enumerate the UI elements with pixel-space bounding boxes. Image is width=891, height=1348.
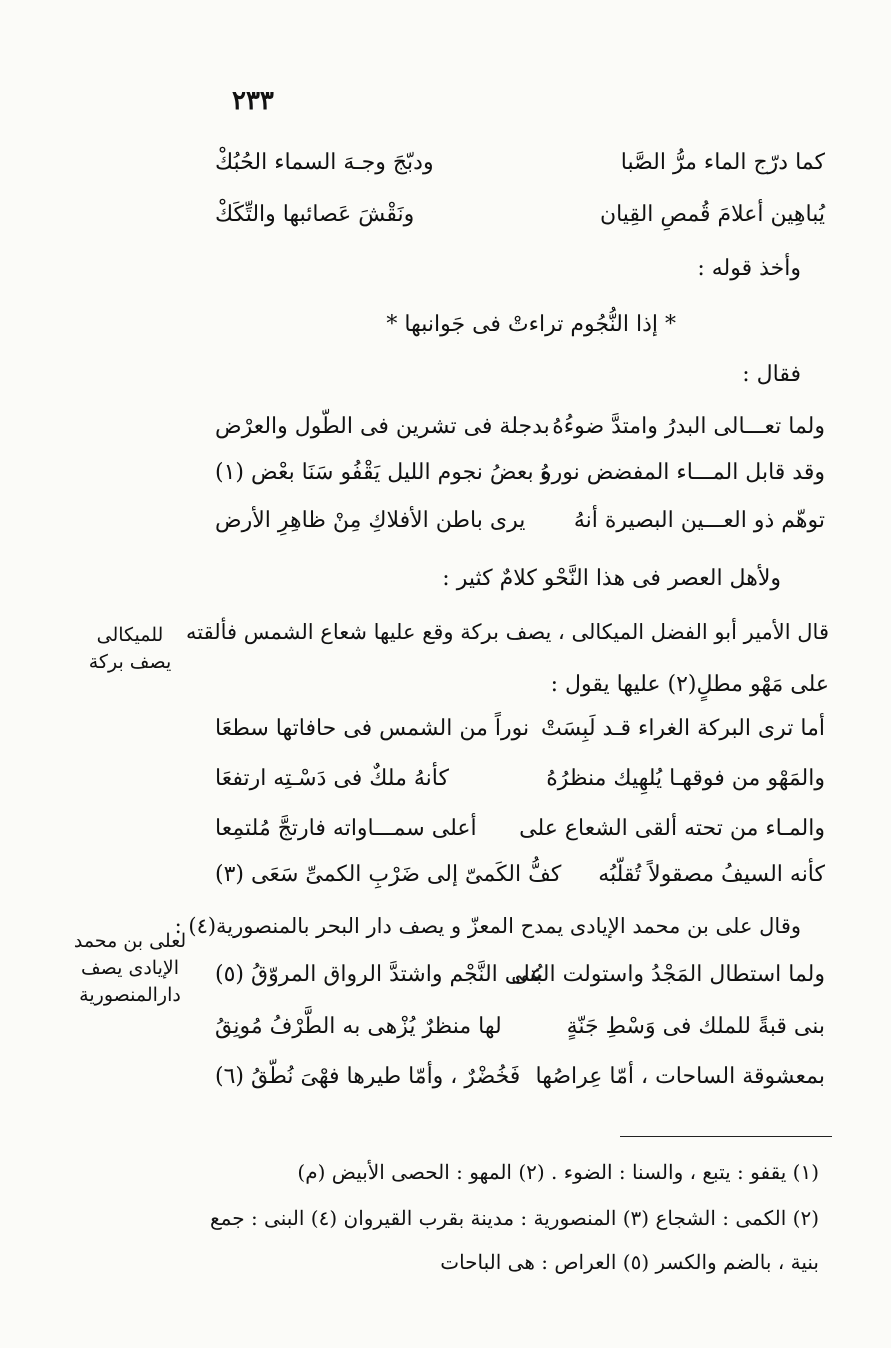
verse-couplet bbox=[215, 962, 825, 998]
verse-couplet bbox=[215, 414, 825, 450]
verse-second-hemistich: ونَقْشَ عَصائبها والتِّكَكْ bbox=[215, 202, 415, 227]
verse-couplet bbox=[215, 862, 825, 898]
margin-note-line: دارالمنصورية bbox=[79, 984, 181, 1006]
verse-couplet bbox=[215, 202, 825, 238]
verse-second-hemistich: يرى باطن الأفلاكِ مِنْ ظاهِرِ الأرض bbox=[215, 508, 526, 533]
prose-line: على مَهْو مطلٍ(٢) عليها يقول : bbox=[550, 672, 829, 697]
margin-note-line: يصف بركة bbox=[88, 651, 172, 673]
footnote-line: بنية ، بالضم والكسر (٥) العراص : هى الباحات bbox=[440, 1250, 819, 1274]
verse-couplet bbox=[215, 716, 825, 752]
verse-first-hemistich: والمـاء من تحته ألقى الشعاع على bbox=[519, 816, 825, 841]
prose-line: ولأهل العصر فى هذا النَّحْو كلامٌ كثير : bbox=[442, 566, 781, 591]
verse-first-hemistich: بنى قبةً للملك فى وَسْطِ جَنّةٍ bbox=[566, 1014, 825, 1039]
verse-second-hemistich: فَخُضْرٌ ، وأمّا طيرها فهْىَ نُطّقُ (٦) bbox=[215, 1064, 521, 1089]
verse-couplet bbox=[215, 150, 825, 186]
prose-line: فقال : bbox=[742, 362, 801, 387]
verse-second-hemistich: ودبّجَ وجـهَ السماء الحُبُكْ bbox=[215, 150, 434, 175]
verse-first-hemistich: يُباهِين أعلامَ قُمصِ القِيان bbox=[599, 202, 825, 227]
prose-line: وأخذ قوله : bbox=[697, 256, 801, 281]
margin-note-line: الإيادى يصف bbox=[81, 957, 179, 979]
verse-first-hemistich: وقد قابل المـــاء المفضض نورهُ bbox=[540, 460, 825, 485]
verse-second-hemistich: كفُّ الكَمىّ إلى ضَرْبِ الكمىِّ سَعَى (٣) bbox=[215, 862, 562, 887]
verse-couplet bbox=[215, 1014, 825, 1050]
verse-second-hemistich: نوراً من الشمس فى حافاتها سطعَا bbox=[215, 716, 530, 741]
verse-second-hemistich: و بعضُ نجوم الليل يَقْفُو سَنَا بعْض (١) bbox=[215, 460, 552, 485]
verse-second-hemistich: أعلى سمـــاواته فارتجَّ مُلتمِعا bbox=[215, 816, 477, 841]
verse-second-hemistich: كأنهُ ملكٌ فى دَسْـتِه ارتفعَا bbox=[215, 766, 449, 791]
verse-first-hemistich: والمَهْو من فوقهـا يُلهِيك منظرُهُ bbox=[546, 766, 825, 791]
verse-couplet bbox=[215, 816, 825, 852]
verse-first-hemistich: ولما استطال المَجْدُ واستولت البُنى bbox=[511, 962, 825, 987]
footnote-line: (١) يقفو : يتبع ، والسنا : الضوء . (٢) المهو : الحصى الأبيض (م) bbox=[297, 1160, 819, 1184]
verse-first-hemistich: أما ترى البركة الغراء قـد لَبِسَتْ bbox=[540, 716, 825, 741]
verse-second-hemistich: على النَّجْم واشتدَّ الرواق المروّقُ (٥) bbox=[215, 962, 544, 987]
prose-line: قال الأمير أبو الفضل الميكالى ، يصف بركة وقع عليها شعاع الشمس فألقته bbox=[186, 620, 829, 644]
page-number: ٢٣٣ bbox=[232, 86, 274, 116]
verse-first-hemistich: ولما تعـــالى البدرُ وامتدَّ ضوءُهُ bbox=[552, 414, 825, 439]
verse-couplet bbox=[215, 460, 825, 496]
verse-first-hemistich: توهّم ذو العـــين البصيرة أنهُ bbox=[573, 508, 825, 533]
verse-couplet bbox=[215, 766, 825, 802]
margin-note bbox=[60, 622, 200, 676]
verse-couplet bbox=[215, 508, 825, 544]
verse-second-hemistich: بدجلة فى تشرين فى الطّول والعرْض bbox=[215, 414, 550, 439]
verse-first-hemistich: كأنه السيفُ مصقولاً تُقلّبُه bbox=[598, 862, 825, 887]
footnote-line: (٢) الكمى : الشجاع (٣) المنصورية : مدينة بقرب القيروان (٤) البنى : جمع bbox=[210, 1206, 819, 1230]
verse-couplet bbox=[215, 1064, 825, 1100]
quoted-hemistich: * إذا النُّجُوم تراءتْ فى جَوانبها * bbox=[386, 312, 676, 337]
verse-first-hemistich: بمعشوقة الساحات ، أمّا عِراصُها bbox=[535, 1064, 825, 1089]
margin-note-line: لعلى بن محمد bbox=[73, 930, 187, 952]
margin-note-line: للميكالى bbox=[96, 624, 164, 646]
footnote-divider bbox=[620, 1136, 832, 1137]
prose-line: وقال على بن محمد الإيادى يمدح المعزّ و يصف دار البحر بالمنصورية(٤) : bbox=[174, 914, 801, 938]
margin-note bbox=[60, 928, 200, 1009]
verse-second-hemistich: لها منظرٌ يُزْهى به الطَّرْفُ مُونِقُ bbox=[215, 1014, 502, 1039]
verse-first-hemistich: كما درّج الماء مرُّ الصَّبا bbox=[620, 150, 825, 175]
